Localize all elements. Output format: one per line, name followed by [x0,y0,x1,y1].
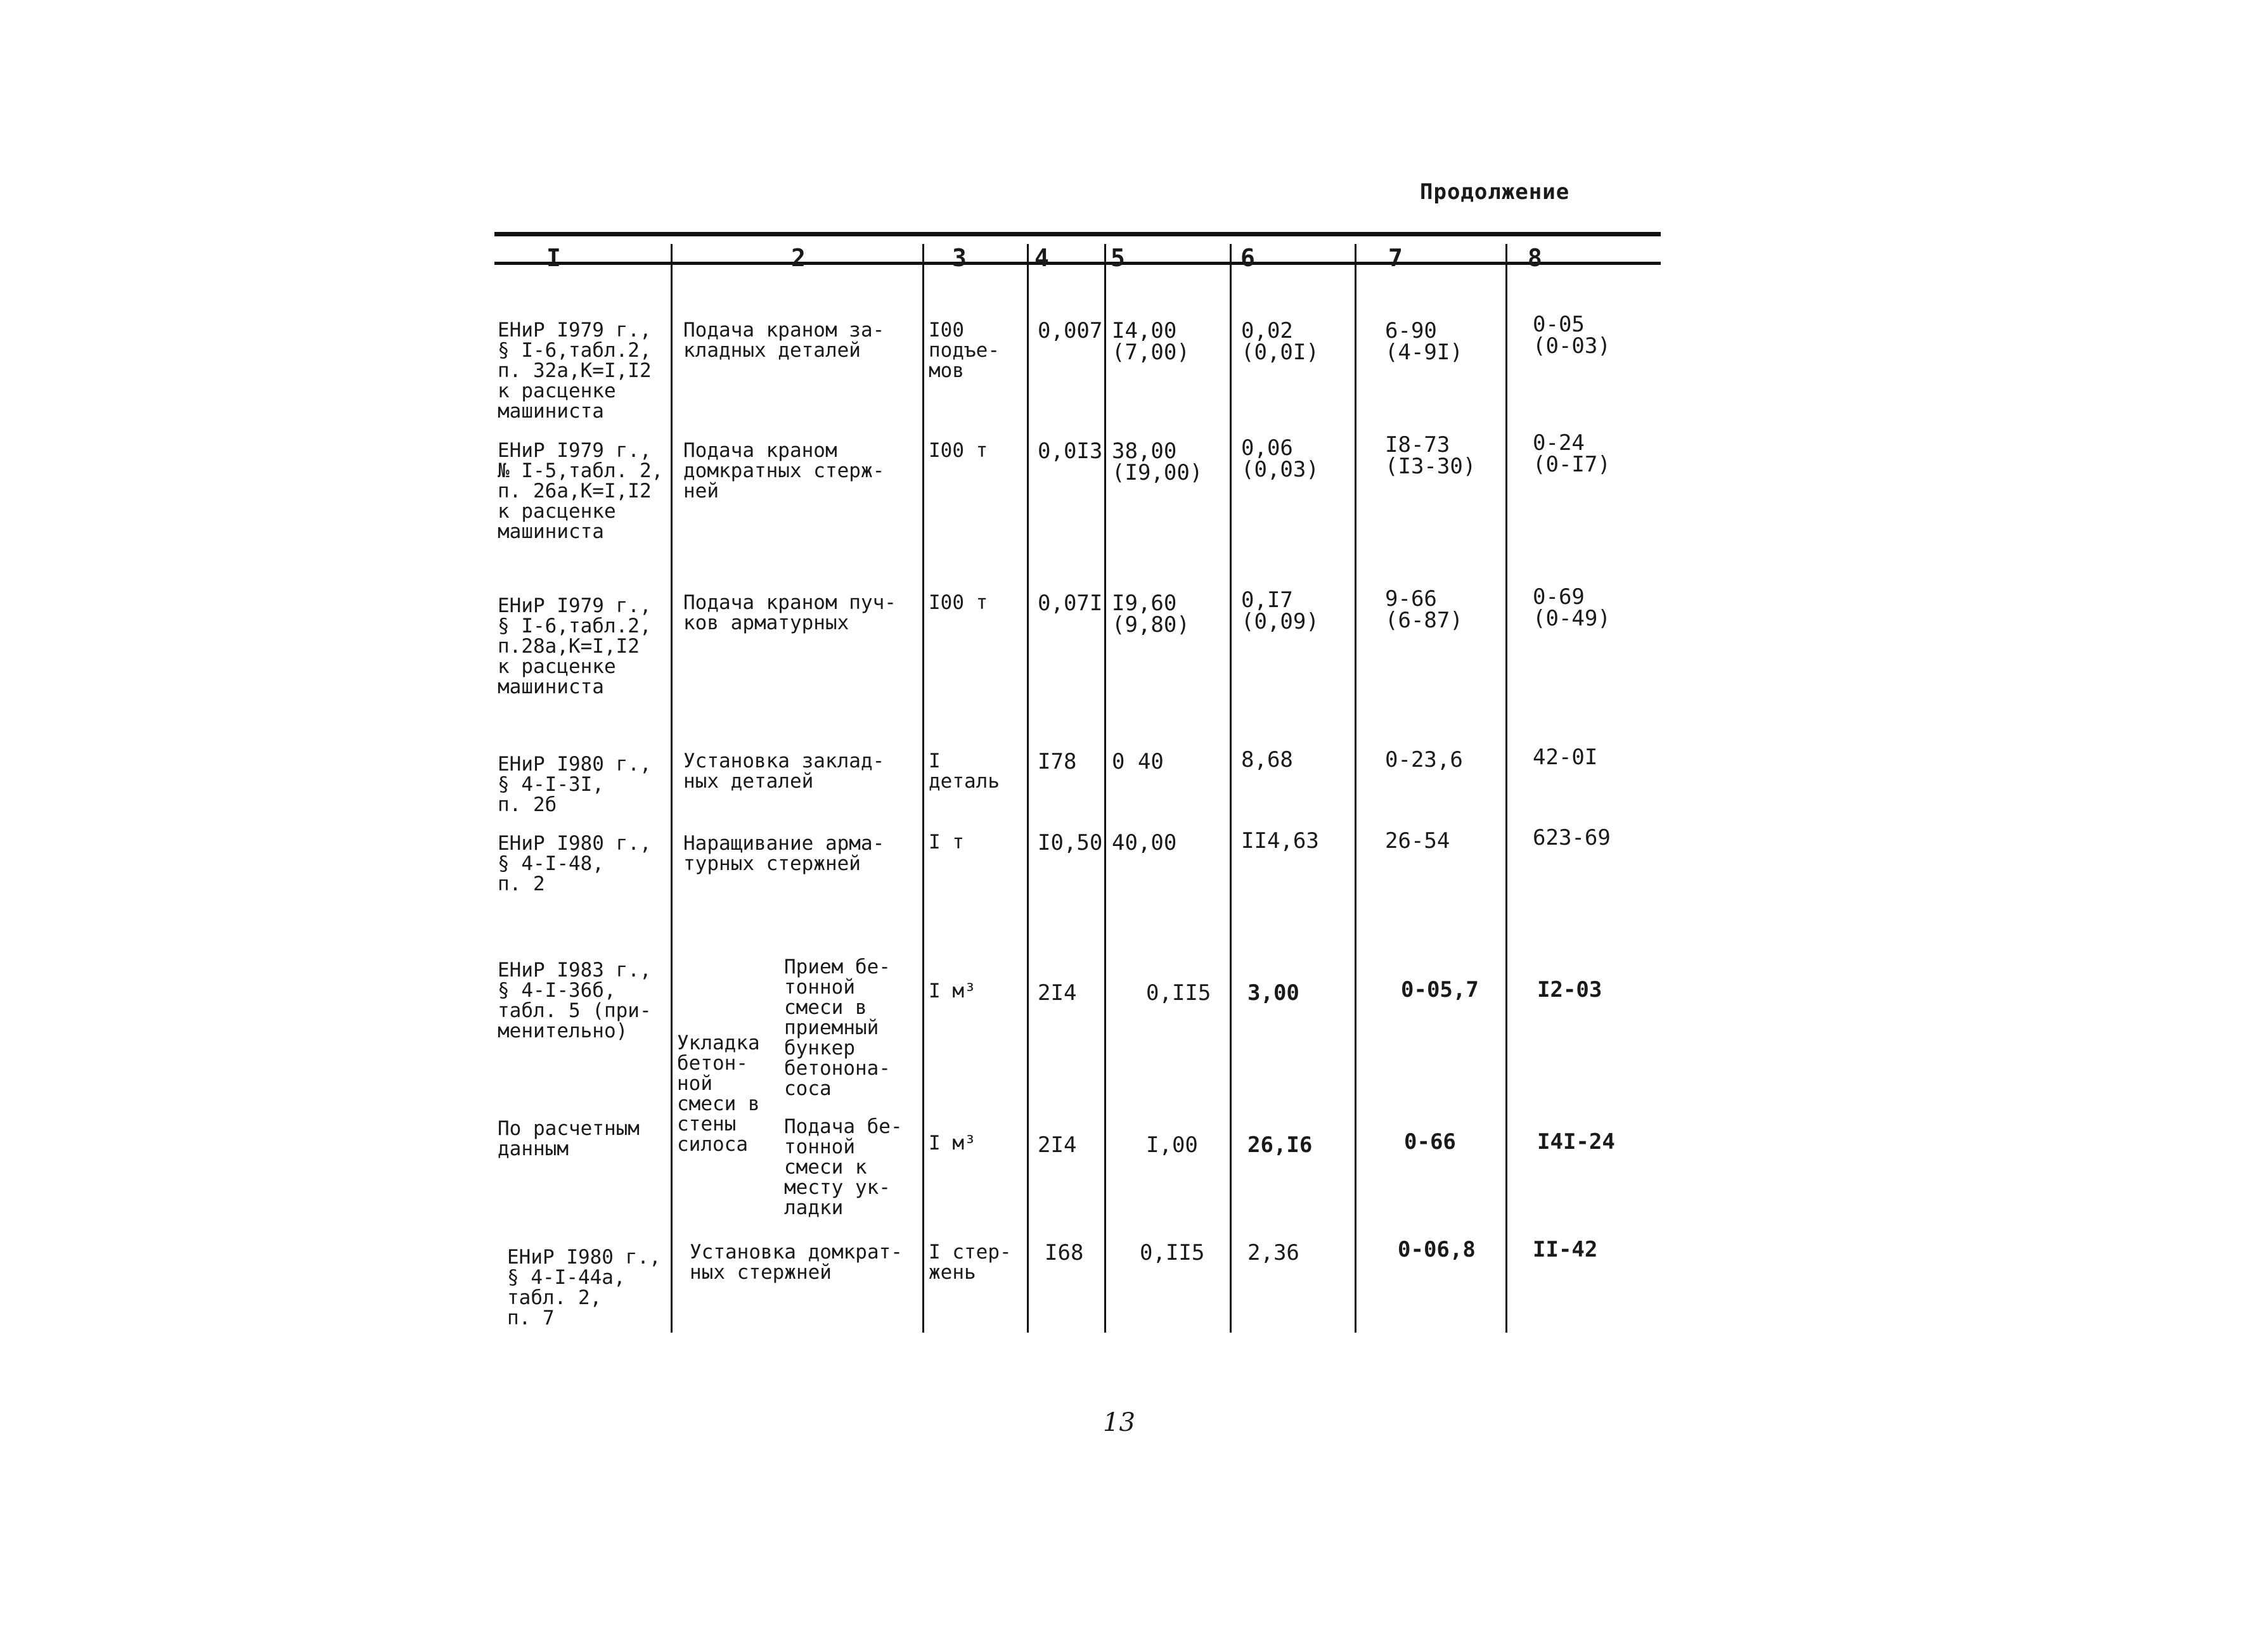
col4-value: 0,007 [1038,318,1103,343]
col4-value: 2I4 [1038,1132,1077,1158]
col7-value: I8-73 (I3-30) [1385,432,1476,479]
col6-value: 0,06 (0,03) [1241,435,1319,482]
col5-value: 38,00 (I9,00) [1112,439,1203,485]
col4-value: I68 [1045,1240,1084,1265]
col8-value: I4I-24 [1537,1129,1615,1155]
continuation-caption: Продолжение [1420,179,1570,205]
col8-value: 0-69 (0-49) [1533,584,1611,631]
work-description: Установка заклад- ных деталей [683,750,885,793]
unit: I стер- жень [929,1241,1012,1284]
column-header-5: 5 [1111,244,1125,272]
col8-value: 42-0I [1533,745,1598,770]
work-description: Наращивание арма- турных стержней [683,832,885,875]
col6-value: 0,02 (0,0I) [1241,318,1319,365]
col5-value: 0 40 [1112,749,1164,774]
unit: I00 т [929,439,988,462]
col5-value: 0,II5 [1140,1240,1205,1265]
unit: I т [929,831,964,854]
column-divider [1027,244,1029,1333]
source-reference: ЕНиР I980 г., § 4-I-3I, п. 2б [498,753,652,816]
column-divider [1355,244,1356,1333]
col6-value: II4,63 [1241,828,1319,854]
table-top-rule [494,232,1661,236]
source-reference: ЕНиР I980 г., § 4-I-44а, табл. 2, п. 7 [507,1246,661,1329]
col4-value: 2I4 [1038,980,1077,1006]
col5-value: I9,60 (9,80) [1112,591,1190,637]
column-header-4: 4 [1034,244,1049,272]
unit: I м³ [929,1132,976,1155]
col7-value: 0-66 [1404,1129,1456,1155]
column-header-7: 7 [1388,244,1403,272]
unit: I00 т [929,591,988,614]
source-reference: ЕНиР I983 г., § 4-I-36б, табл. 5 (при- менительно) [498,959,652,1042]
col5-value: 0,II5 [1146,980,1211,1006]
col7-value: 26-54 [1385,828,1450,854]
col6-value: 26,I6 [1247,1132,1313,1158]
unit: I деталь [929,750,1000,793]
group-label: Укладка бетон- ной смеси в стены силоса [677,1032,760,1156]
col8-value: 623-69 [1533,825,1611,850]
col8-value: 0-24 (0-I7) [1533,430,1611,477]
col8-value: II-42 [1533,1237,1598,1262]
col4-value: I78 [1038,749,1077,774]
col7-value: 9-66 (6-87) [1385,586,1463,633]
col7-value: 6-90 (4-9I) [1385,318,1463,365]
source-reference: По расчетным данным [498,1117,640,1160]
col8-value: I2-03 [1537,977,1602,1002]
column-header-2: 2 [791,244,806,272]
source-reference: ЕНиР I980 г., § 4-I-48, п. 2 [498,832,652,895]
col4-value: 0,0I3 [1038,439,1103,464]
work-description: Подача краном пуч- ков арматурных [683,591,896,634]
work-description: Установка домкрат- ных стержней [690,1241,903,1284]
col6-value: 0,I7 (0,09) [1241,587,1319,634]
column-divider [1505,244,1507,1333]
column-header-6: 6 [1240,244,1255,272]
work-description: Подача краном домкратных стерж- ней [683,439,885,503]
column-header-8: 8 [1528,244,1542,272]
col6-value: 2,36 [1247,1240,1299,1265]
work-description: Подача краном за- кладных деталей [683,319,885,362]
col7-value: 0-06,8 [1398,1237,1476,1262]
header-bottom-rule [494,262,1661,265]
unit: I м³ [929,980,976,1002]
col5-value: I4,00 (7,00) [1112,318,1190,365]
sub-description: Прием бе- тонной смеси в приемный бункер бетонона- соса [784,956,891,1100]
col6-value: 3,00 [1247,980,1299,1006]
column-header-3: 3 [952,244,967,272]
source-reference: ЕНиР I979 г., § I-6,табл.2, п. 32а,К=I,I2 к расценке машиниста [498,319,652,423]
unit: I00 подъе- мов [929,319,1000,382]
column-header-1: I [546,244,561,272]
col5-value: 40,00 [1112,830,1177,855]
col5-value: I,00 [1146,1132,1198,1158]
source-reference: ЕНиР I979 г., § I-6,табл.2, п.28а,К=I,I2 к расценке машиниста [498,594,652,698]
column-divider [922,244,924,1333]
col7-value: 0-05,7 [1401,977,1479,1002]
col4-value: I0,50 [1038,830,1103,855]
col7-value: 0-23,6 [1385,747,1463,772]
column-divider [1104,244,1106,1333]
source-reference: ЕНиР I979 г., № I-5,табл. 2, п. 26а,К=I,I2 к расценке машиниста [498,439,664,543]
col8-value: 0-05 (0-03) [1533,312,1611,359]
col4-value: 0,07I [1038,591,1103,616]
sub-description: Подача бе- тонной смеси к месту ук- ладки [784,1115,903,1219]
column-divider [1230,244,1232,1333]
col6-value: 8,68 [1241,747,1293,772]
page-number: 13 [1103,1408,1135,1437]
column-divider [671,244,673,1333]
